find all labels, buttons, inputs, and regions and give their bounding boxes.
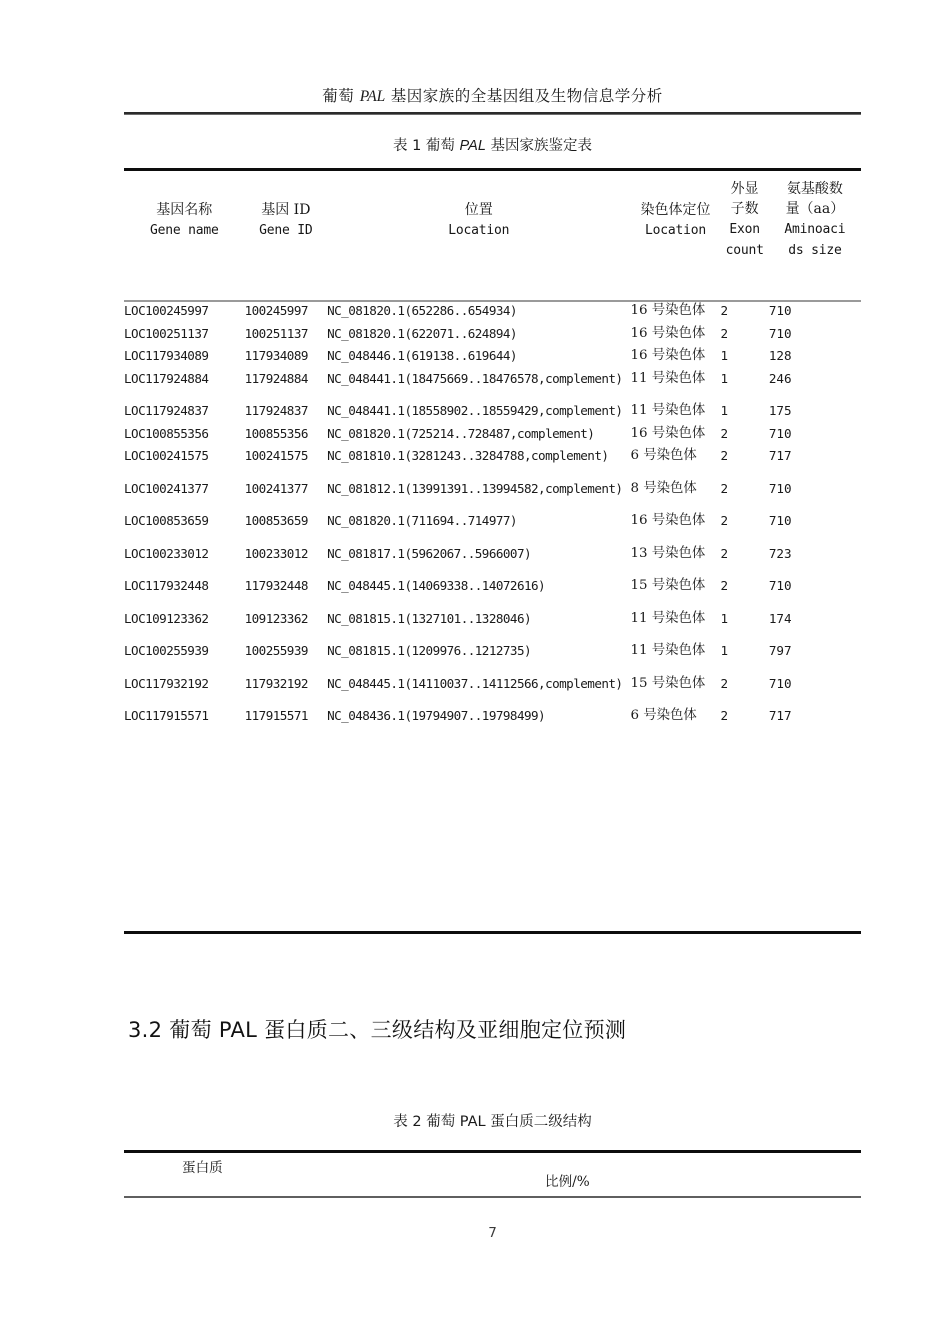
- table1-top-rule: [124, 168, 861, 171]
- table1-col-gene-id-cn: 基因 ID: [261, 202, 311, 218]
- table1-cell-exon-count: 2: [720, 675, 729, 691]
- table1-cell-exon-count: 2: [720, 545, 729, 561]
- table1-body: [124, 300, 861, 728]
- table1-col-gene-id-en: Gene ID: [259, 223, 313, 238]
- table1-cell-aminoacid-size: 717: [768, 448, 792, 463]
- table1-cell-location: NC_081815.1(1209976..1212735): [327, 643, 532, 658]
- table1-cell-aminoacid-size: 710: [768, 513, 792, 528]
- table1-cell-chromosome: 16 号染色体: [630, 513, 706, 528]
- table1-cell-chromosome: 11 号染色体: [630, 403, 706, 418]
- table1-cell-exon-count: 1: [720, 403, 729, 418]
- table1-cell-exon-count: 2: [720, 578, 729, 593]
- table1-gene-family-identification: [124, 174, 861, 728]
- running-header-suffix: 基因家族的全基因组及生物信息学分析: [385, 87, 663, 105]
- table1-cell-gene-id: 100251137: [244, 325, 308, 341]
- table1-col-exon-count-cn-line1: 外显: [730, 181, 759, 197]
- table1-cell-gene-id: 100241575: [244, 448, 308, 463]
- table1-bottom-rule: [124, 931, 861, 934]
- table1-cell-gene-id: 117932192: [244, 675, 308, 691]
- table1-cell-aminoacid-size: 710: [768, 425, 792, 441]
- table1-cell-gene-name: LOC100241575: [124, 448, 209, 463]
- table1-cell-location: NC_081820.1(652286..654934): [327, 303, 517, 318]
- table1-cell-gene-name: LOC117934089: [124, 348, 209, 363]
- table-row: [124, 445, 861, 468]
- table1-cell-gene-name: LOC100251137: [124, 325, 209, 341]
- section-heading-3-2: 3.2 葡萄 PAL 蛋白质二、三级结构及亚细胞定位预测: [128, 1018, 627, 1042]
- table-row: [124, 695, 861, 728]
- table1-cell-gene-name: LOC100245997: [124, 303, 209, 318]
- table1-col-aminoacid-size: [769, 174, 861, 300]
- table1-cell-aminoacid-size: 710: [768, 325, 792, 341]
- table1-cell-chromosome: 8 号染色体: [630, 480, 697, 496]
- table1-cell-location: NC_081812.1(13991391..13994582,complement): [327, 480, 623, 496]
- table1-col-aminoacid-size-cn-line2: 量（aa）: [785, 201, 845, 217]
- table1-cell-aminoacid-size: 797: [768, 643, 792, 658]
- table1-cell-aminoacid-size: 710: [768, 303, 792, 318]
- table1-cell-gene-id: 100855356: [244, 425, 308, 441]
- table1-cell-exon-count: 1: [720, 348, 729, 363]
- table1-cell-exon-count: 2: [720, 325, 729, 341]
- table1-col-aminoacid-size-en-line2: ds size: [788, 243, 842, 258]
- table1-cell-location: NC_081820.1(725214..728487,complement): [327, 425, 595, 441]
- table1-cell-location: NC_048441.1(18475669..18476578,complement): [327, 370, 623, 386]
- table1-cell-chromosome: 6 号染色体: [630, 448, 697, 463]
- table1-cell-gene-name: LOC117932192: [124, 675, 209, 691]
- table1-col-exon-count-en-line2: count: [725, 243, 764, 258]
- table1-col-gene-name: [124, 174, 245, 300]
- table1-cell-exon-count: 2: [720, 448, 729, 463]
- table2-col-ratio: 比例/%: [545, 1174, 590, 1190]
- table1-cell-gene-id: 117934089: [244, 348, 308, 363]
- table-row: [124, 663, 861, 696]
- table1-cell-gene-id: 117932448: [244, 578, 308, 593]
- table-row: [124, 500, 861, 533]
- table1-cell-gene-name: LOC117915571: [124, 708, 209, 723]
- table1-cell-aminoacid-size: 710: [768, 578, 792, 593]
- table1-cell-location: NC_048445.1(14110037..14112566,complement): [327, 675, 623, 691]
- table1-cell-gene-id: 100255939: [244, 643, 308, 658]
- table1-cell-exon-count: 2: [720, 303, 729, 318]
- table-row: [124, 630, 861, 663]
- table1-col-chromosome-en: Location: [644, 223, 706, 238]
- table1-col-gene-name-en: Gene name: [149, 223, 219, 238]
- table2-col-protein: 蛋白质: [182, 1160, 223, 1176]
- table1-cell-gene-id: 117924884: [244, 370, 308, 386]
- page-number: 7: [488, 1225, 497, 1241]
- table-row: [124, 533, 861, 566]
- table1-cell-aminoacid-size: 174: [768, 610, 792, 626]
- table1-cell-location: NC_081820.1(622071..624894): [327, 325, 517, 341]
- table1-cell-gene-id: 117915571: [244, 708, 308, 723]
- running-header: [125, 84, 860, 106]
- running-header-prefix: 葡萄: [322, 87, 360, 105]
- running-header-italic-pal: PAL: [359, 88, 386, 105]
- table2-caption: 表 2 葡萄 PAL 蛋白质二级结构: [393, 1114, 592, 1130]
- table1-cell-gene-name: LOC100241377: [124, 480, 209, 496]
- table1-cell-exon-count: 1: [720, 610, 729, 626]
- table1-cell-chromosome: 16 号染色体: [630, 425, 706, 441]
- table-row: [124, 423, 861, 446]
- table1-cell-chromosome: 15 号染色体: [630, 578, 706, 593]
- table1-col-exon-count-en-line1: Exon: [729, 222, 760, 237]
- table2-header-rule: [124, 1196, 861, 1198]
- table1-cell-chromosome: 16 号染色体: [630, 303, 706, 318]
- table1-col-chromosome: [630, 174, 720, 300]
- table1-cell-gene-id: 100233012: [244, 545, 308, 561]
- table-row: [124, 368, 861, 391]
- table-row: [124, 390, 861, 423]
- table1-cell-gene-name: LOC100855356: [124, 425, 209, 441]
- table1-cell-location: NC_048436.1(19794907..19798499): [327, 708, 546, 723]
- running-header-rule: [124, 112, 861, 115]
- table1-cell-gene-name: LOC109123362: [124, 610, 209, 626]
- table1-cell-exon-count: 2: [720, 425, 729, 441]
- table1-col-aminoacid-size-en-line1: Aminoaci: [784, 222, 846, 237]
- table-row: [124, 598, 861, 631]
- table1-cell-chromosome: 16 号染色体: [630, 325, 706, 341]
- table1-cell-aminoacid-size: 128: [768, 348, 792, 363]
- table1-col-exon-count: [721, 174, 769, 300]
- table1-cell-gene-name: LOC117924837: [124, 403, 209, 418]
- table1-cell-gene-id: 100853659: [244, 513, 308, 528]
- table1-cell-location: NC_048446.1(619138..619644): [327, 348, 517, 363]
- table1-caption-suffix: 基因家族鉴定表: [485, 138, 592, 154]
- table1-cell-chromosome: 11 号染色体: [630, 643, 706, 658]
- table-row: [124, 323, 861, 346]
- table1-cell-exon-count: 1: [720, 370, 729, 386]
- table-row: [124, 300, 861, 323]
- table1-cell-gene-name: LOC117924884: [124, 370, 209, 386]
- table1-cell-gene-name: LOC100255939: [124, 643, 209, 658]
- table1-cell-gene-id: 100241377: [244, 480, 308, 496]
- table1-header-row: [124, 174, 861, 300]
- table1-col-aminoacid-size-cn-line1: 氨基酸数: [786, 181, 843, 197]
- table1-cell-exon-count: 1: [720, 643, 729, 658]
- table1-cell-gene-name: LOC100853659: [124, 513, 209, 528]
- table1-cell-aminoacid-size: 246: [768, 370, 792, 386]
- table1-cell-chromosome: 16 号染色体: [630, 348, 706, 363]
- table1-cell-aminoacid-size: 710: [768, 480, 792, 496]
- table1-cell-chromosome: 11 号染色体: [630, 370, 706, 386]
- table1-col-location: [327, 174, 630, 300]
- table1-cell-gene-id: 109123362: [244, 610, 308, 626]
- table1-cell-chromosome: 6 号染色体: [630, 708, 697, 723]
- table1-cell-location: NC_081820.1(711694..714977): [327, 513, 517, 528]
- table1-cell-gene-id: 117924837: [244, 403, 308, 418]
- table1-cell-chromosome: 13 号染色体: [630, 545, 706, 561]
- table1-cell-location: NC_048445.1(14069338..14072616): [327, 578, 546, 593]
- table1-cell-location: NC_081815.1(1327101..1328046): [327, 610, 532, 626]
- table-row: [124, 345, 861, 368]
- table-row: [124, 468, 861, 501]
- table1-cell-exon-count: 2: [720, 513, 729, 528]
- table1-cell-location: NC_081817.1(5962067..5966007): [327, 545, 532, 561]
- table1-col-location-cn: 位置: [464, 202, 493, 218]
- table1-cell-aminoacid-size: 710: [768, 675, 792, 691]
- table1-cell-chromosome: 11 号染色体: [630, 610, 706, 626]
- table1-cell-chromosome: 15 号染色体: [630, 675, 706, 691]
- table1-cell-location: NC_081810.1(3281243..3284788,complement): [327, 448, 609, 463]
- table1-col-gene-name-cn: 基因名称: [156, 202, 213, 218]
- table1-cell-aminoacid-size: 723: [768, 545, 792, 561]
- table1-cell-exon-count: 2: [720, 480, 729, 496]
- table1-cell-location: NC_048441.1(18558902..18559429,complement): [327, 403, 623, 418]
- table1-col-gene-id: [245, 174, 327, 300]
- table1-cell-aminoacid-size: 175: [768, 403, 792, 418]
- table1-cell-gene-name: LOC100233012: [124, 545, 209, 561]
- table1-col-location-en: Location: [448, 223, 510, 238]
- table1-caption: [125, 134, 860, 155]
- table2-top-rule: [124, 1150, 861, 1153]
- table1-cell-aminoacid-size: 717: [768, 708, 792, 723]
- table1-cell-gene-name: LOC117932448: [124, 578, 209, 593]
- table1-col-exon-count-cn-line2: 子数: [730, 201, 759, 217]
- table1-cell-exon-count: 2: [720, 708, 729, 723]
- table1-caption-italic-pal: PAL: [459, 138, 486, 154]
- table-row: [124, 565, 861, 598]
- table1-cell-gene-id: 100245997: [244, 303, 308, 318]
- table1-caption-prefix: 表 1 葡萄: [392, 138, 460, 154]
- table1-col-chromosome-cn: 染色体定位: [640, 202, 711, 218]
- table1-header: [124, 174, 861, 300]
